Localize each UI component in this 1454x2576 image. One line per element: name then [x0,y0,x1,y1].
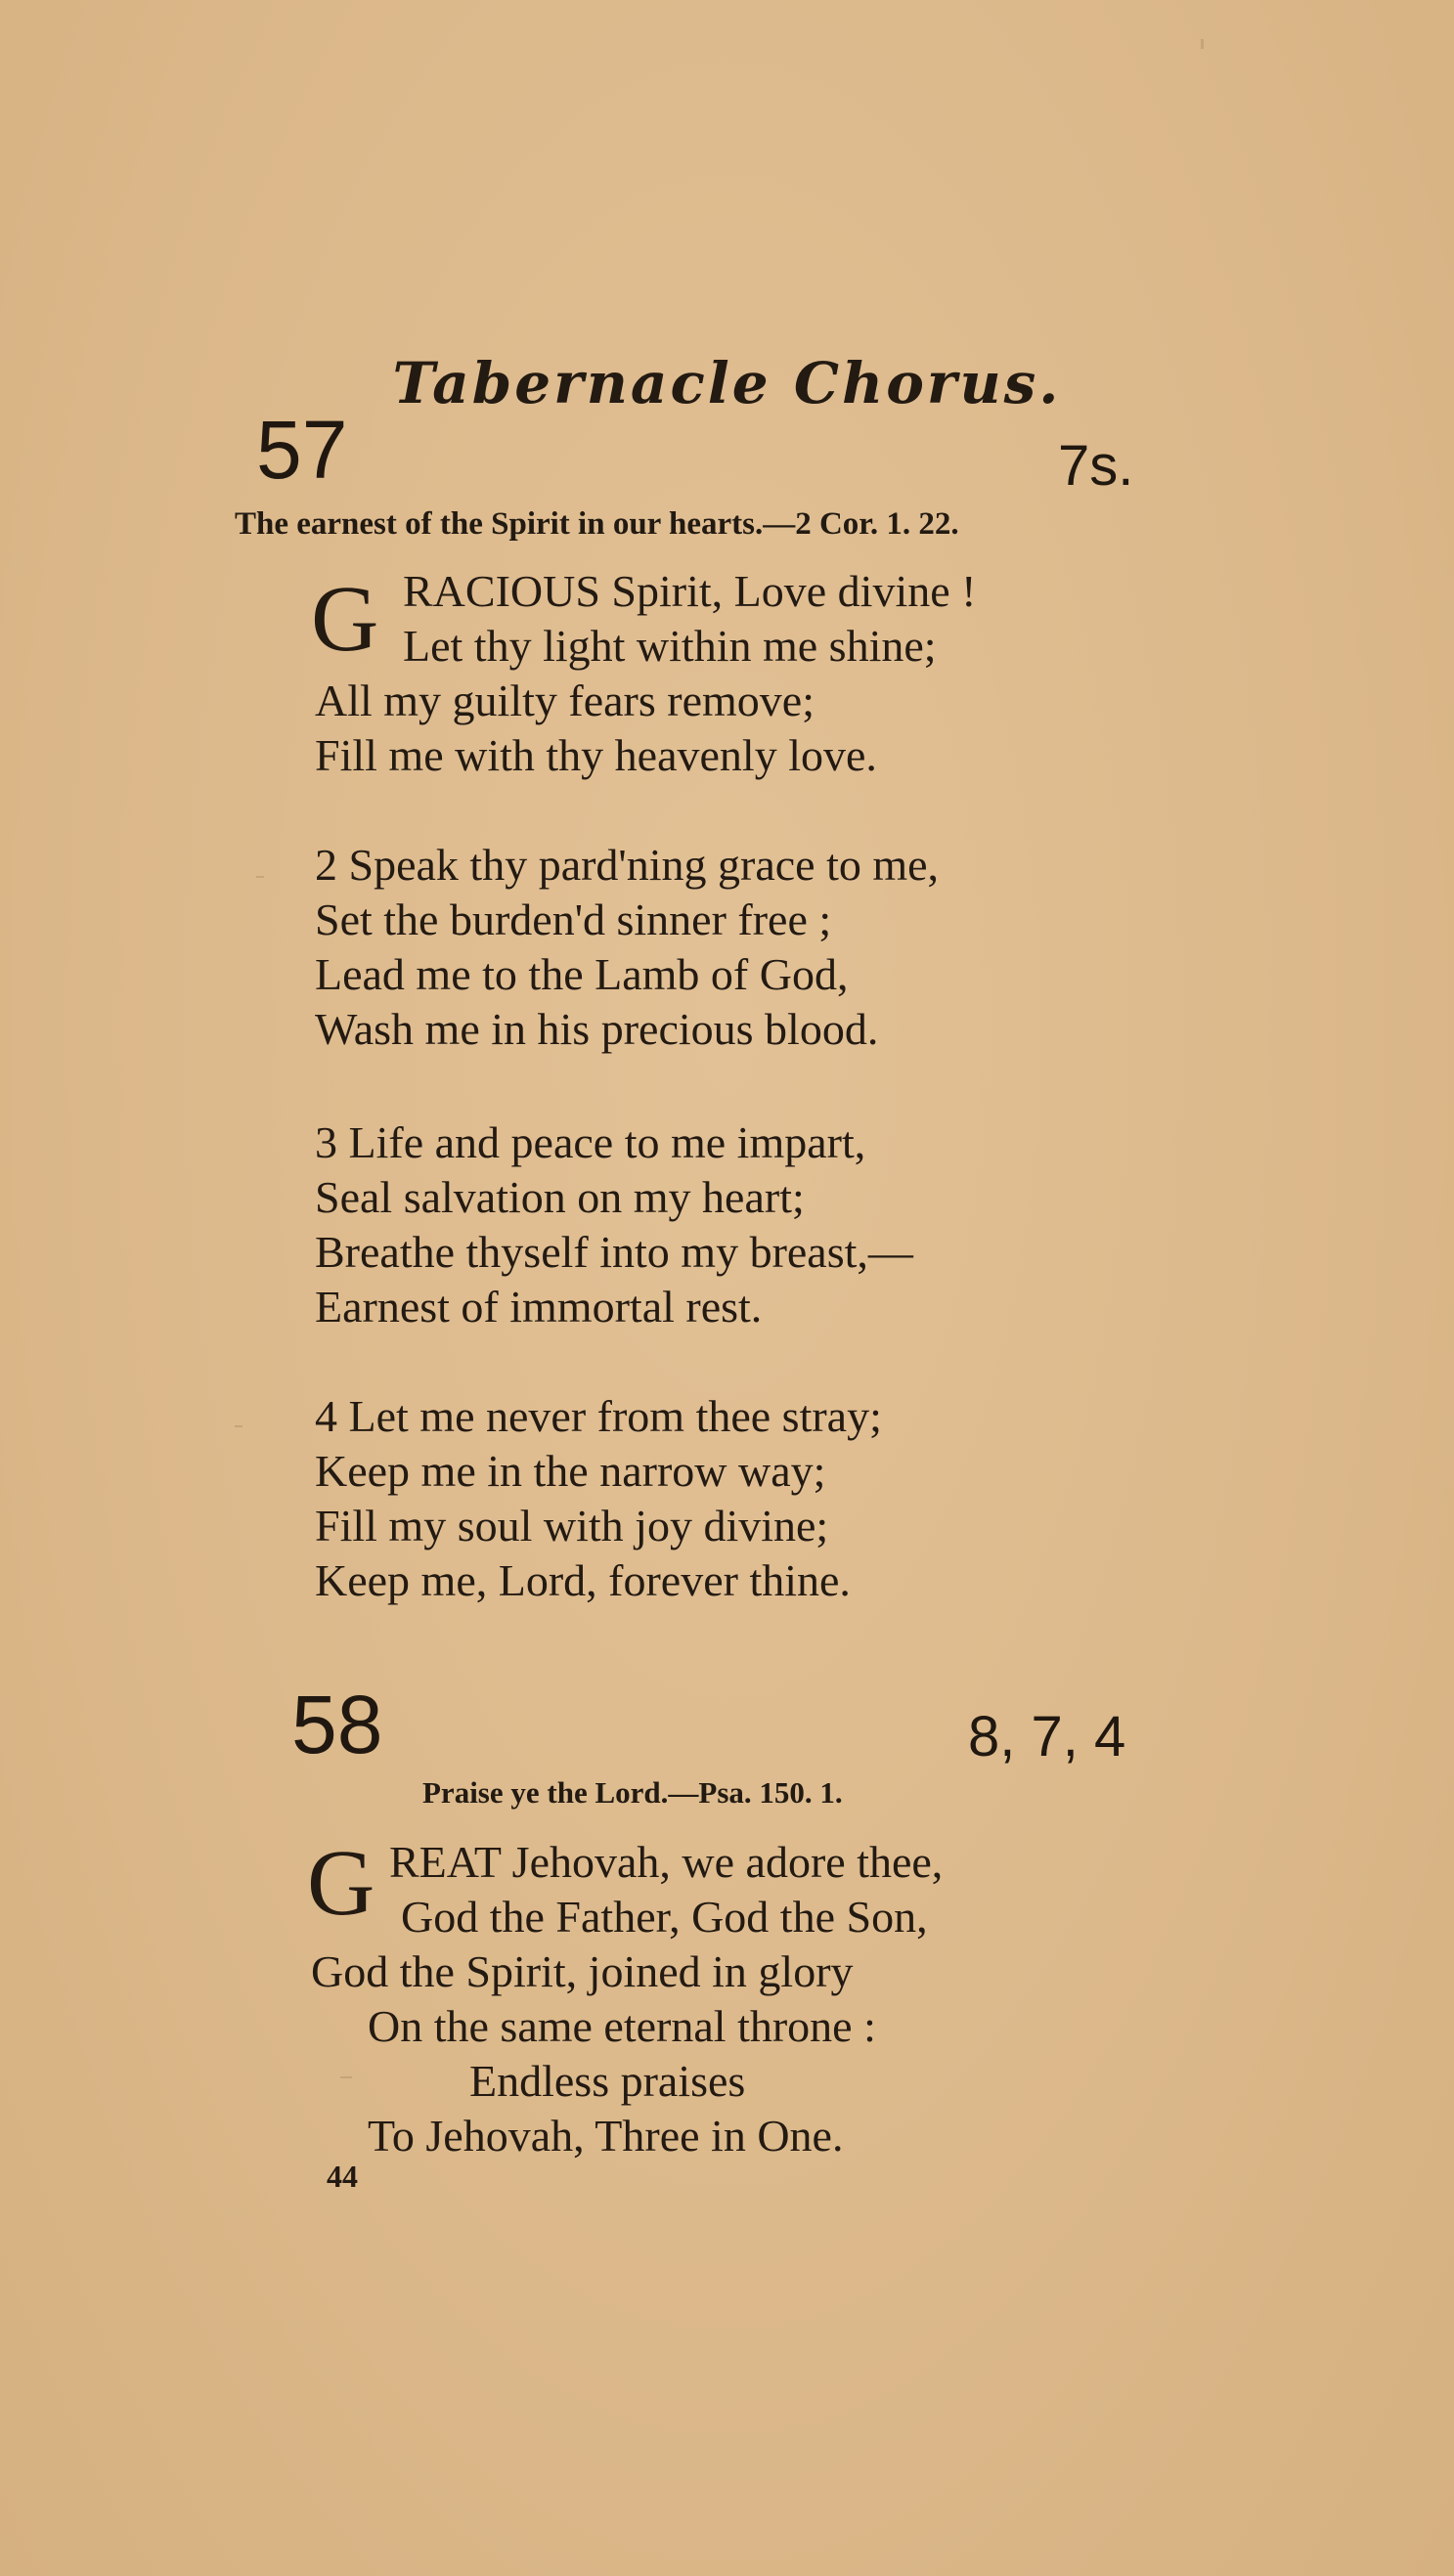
verse-line: Breathe thyself into my breast,— [315,1227,913,1277]
paper-speck [340,2076,352,2078]
verse-line: Keep me, Lord, forever thine. [315,1555,851,1605]
scripture-reference: The earnest of the Spirit in our hearts.—2 Cor. 1. 22. [235,506,959,542]
verse-line: Fill my soul with joy divine; [315,1501,829,1550]
page-number: 44 [327,2159,358,2194]
verse-line: All my guilty fears remove; [315,676,815,725]
verse-line: Earnest of immortal rest. [315,1282,763,1332]
verse-line: To Jehovah, Three in One. [368,2111,844,2161]
hymn-meter: 7s. [1058,434,1134,498]
drop-cap: G [307,1830,375,1935]
verse-line: God the Father, God the Son, [401,1892,928,1942]
paper-speck [1201,39,1204,49]
verse-line: Let thy light within me shine; [403,621,937,671]
drop-cap: G [311,566,379,671]
scripture-reference: Praise ye the Lord.—Psa. 150. 1. [422,1775,843,1810]
verse-line: 2 Speak thy pard'ning grace to me, [315,840,940,890]
verse-line: Fill me with thy heavenly love. [315,730,877,780]
paper-speck [256,876,264,878]
verse-line: Keep me in the narrow way; [315,1446,826,1496]
verse-line: Wash me in his precious blood. [315,1004,879,1054]
verse-line: Set the burden'd sinner free ; [315,895,832,944]
verse-line: 4 Let me never from thee stray; [315,1391,882,1441]
hymn-number: 57 [256,404,348,496]
running-head: Tabernacle Chorus. [392,350,1062,416]
hymn-meter: 8, 7, 4 [968,1705,1126,1768]
verse-line: Seal salvation on my heart; [315,1172,805,1222]
verse-line: Endless praises [469,2056,746,2106]
verse-line: REAT Jehovah, we adore thee, [389,1837,944,1887]
verse-line: RACIOUS Spirit, Love divine ! [403,566,977,616]
paper-speck [235,1425,242,1427]
hymn-number: 58 [291,1679,383,1770]
verse-line: Lead me to the Lamb of God, [315,949,849,999]
verse-line: God the Spirit, joined in glory [311,1946,854,1996]
verse-line: On the same eternal throne : [368,2001,876,2051]
verse-line: 3 Life and peace to me impart, [315,1117,866,1167]
